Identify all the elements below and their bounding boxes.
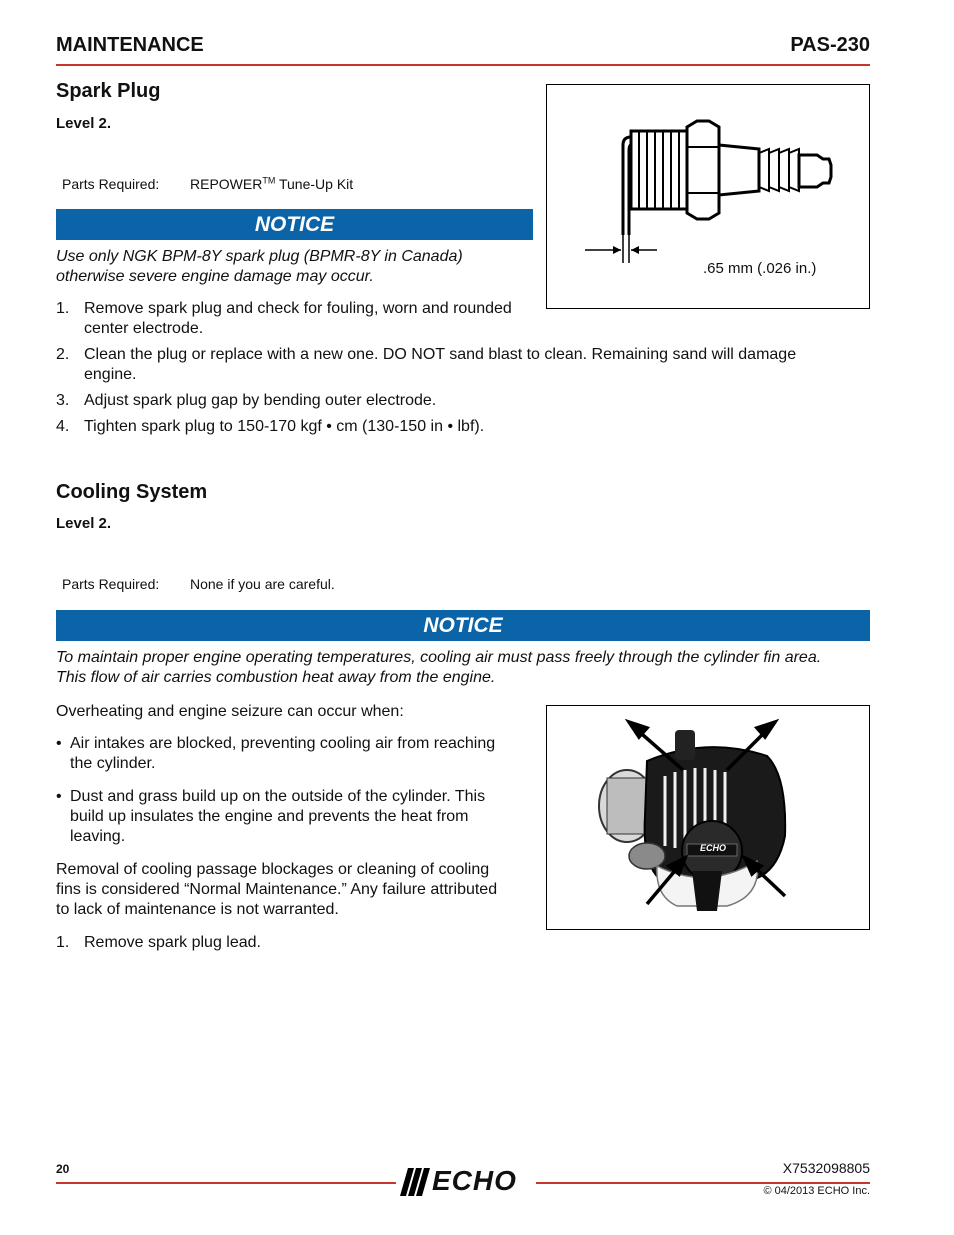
notice-banner: NOTICE [56,610,870,641]
spark-plug-steps [56,299,870,443]
header-rule [56,64,870,66]
echo-logo [398,1166,534,1198]
cooling-heading: Cooling System [56,481,208,503]
footer-rule-right [536,1182,870,1184]
list-item: 4. Tighten spark plug to 150-170 kgf • cm (130-150 in • lbf). [56,418,485,435]
copyright: © 04/2013 ECHO Inc. [763,1185,870,1197]
list-item: • Dust and grass build up on the outside of the cylinder. This build up insulates the engine and prevents the heat from leaving. [56,788,486,845]
engine-illustration [547,706,869,929]
echo-logo-text: ECHO [432,1165,517,1196]
parts-value: None if you are careful. [190,576,335,592]
cooling-level: Level 2. [56,515,112,532]
cooling-intro: Overheating and engine seizure can occur when: [56,703,404,720]
spark-plug-level: Level 2. [56,115,112,132]
parts-label: Parts Required: [62,175,160,192]
notice-text: To maintain proper engine operating temperatures, cooling air must pass freely through the cylinder fin area. This flow of air carries combustion heat away from the engine. [56,649,822,686]
section-title: MAINTENANCE [56,34,204,56]
gap-caption: .65 mm (.026 in.) [703,260,817,277]
parts-value: REPOWER™ Tune-Up Kit [190,175,354,192]
engine-brand-label: ECHO [699,843,726,853]
model-number: PAS-230 [790,34,870,56]
spark-plug-heading: Spark Plug [56,80,161,102]
list-item: 1. Remove spark plug lead. [56,934,261,951]
doc-number: X7532098805 [782,1160,870,1176]
engine-figure [546,705,870,930]
notice-banner: NOTICE [56,209,533,240]
spark-plug-parts [62,175,353,192]
spark-plug-figure [546,84,870,309]
page-number: 20 [56,1162,70,1176]
parts-label: Parts Required: [62,576,160,592]
maintenance-note: Removal of cooling passage blockages or cleaning of cooling fins is considered “Normal Maintenance.” Any failure attributed to lack of maintenance is not warranted. [56,861,498,918]
cooling-parts [62,576,335,592]
list-item: 2. Clean the plug or replace with a new one. DO NOT sand blast to clean. Remaining sand will damage engine. [56,346,797,383]
footer-rule-left [56,1182,396,1184]
list-item: 1. Remove spark plug and check for fouling, worn and rounded center electrode. [56,300,512,337]
notice-text: Use only NGK BPM-8Y spark plug (BPMR-8Y in Canada) otherwise severe engine damage may occur. [56,248,463,285]
list-item: • Air intakes are blocked, preventing cooling air from reaching the cylinder. [56,735,496,772]
list-item: 3. Adjust spark plug gap by bending outer electrode. [56,392,437,409]
